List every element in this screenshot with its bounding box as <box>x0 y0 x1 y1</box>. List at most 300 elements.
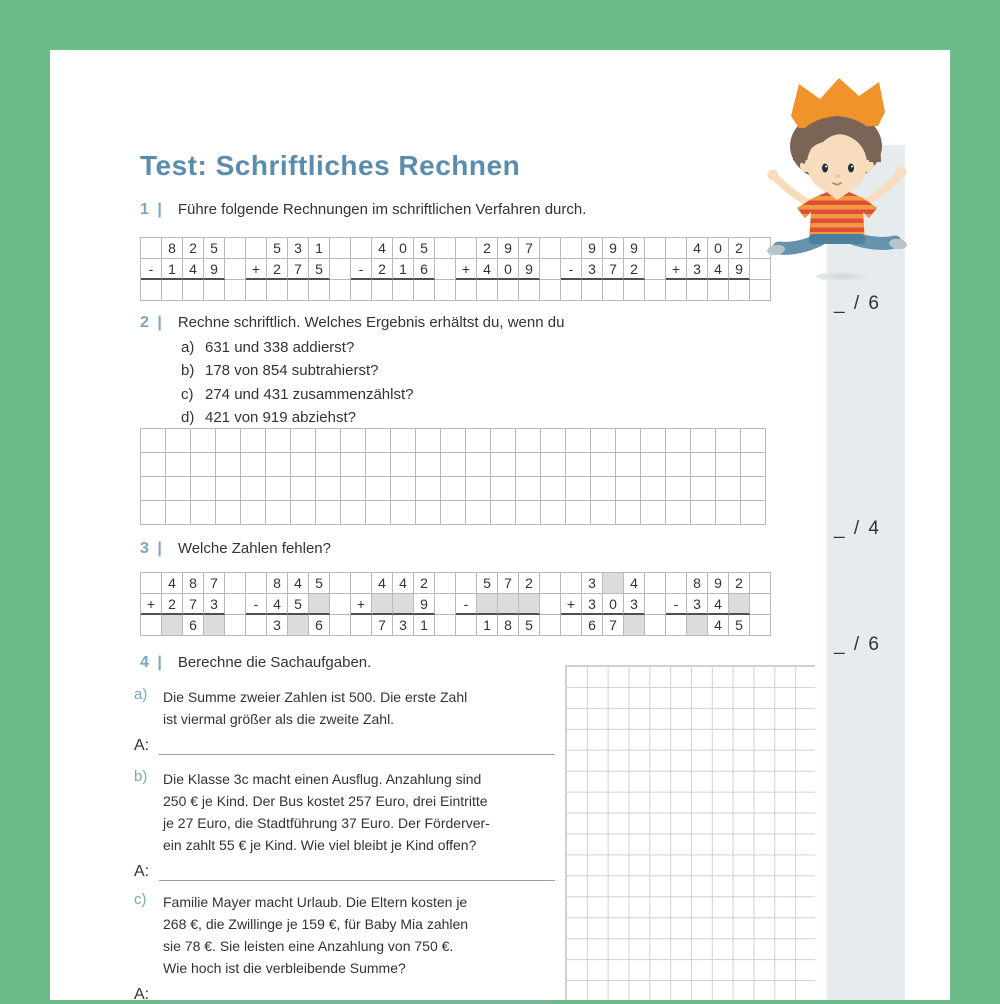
task2-item-b-marker: b) <box>181 362 195 379</box>
task4-problem-b-line2: 250 € je Kind. Der Bus kostet 257 Euro, drei Eintritte <box>163 793 488 809</box>
grid-cell: 5 <box>309 573 330 594</box>
grid-cell <box>561 238 582 259</box>
task3-score: _ / 6 <box>834 634 881 655</box>
grid-cell <box>591 453 616 477</box>
grid-cell <box>616 453 641 477</box>
task4-instruction: Berechne die Sachaufgaben. <box>177 654 372 671</box>
grid-cell <box>645 238 666 259</box>
task4-problem-a <box>134 686 555 755</box>
grid-cell <box>540 615 561 636</box>
grid-cell: 3 <box>624 594 645 615</box>
grid-cell <box>641 501 666 525</box>
grid-cell <box>716 429 741 453</box>
grid-cell <box>141 238 162 259</box>
grid-cell <box>645 615 666 636</box>
grid-cell <box>183 280 204 301</box>
grid-cell: - <box>666 594 687 615</box>
grid-cell <box>645 259 666 280</box>
grid-cell: 0 <box>393 238 414 259</box>
grid-cell <box>750 280 771 301</box>
grid-cell <box>204 280 225 301</box>
grid-cell: 4 <box>708 615 729 636</box>
grid-cell <box>416 501 441 525</box>
boy-shadow <box>816 272 868 281</box>
grid-cell <box>216 477 241 501</box>
grid-cell <box>266 477 291 501</box>
grid-cell <box>416 453 441 477</box>
grid-cell <box>540 238 561 259</box>
grid-cell <box>225 594 246 615</box>
task1-heading <box>140 201 586 219</box>
grid-cell <box>540 280 561 301</box>
grid-cell: 3 <box>582 594 603 615</box>
grid-cell <box>291 453 316 477</box>
grid-cell <box>246 280 267 301</box>
grid-cell <box>141 429 166 453</box>
task2-item-b <box>181 362 378 379</box>
task2-item-c <box>181 386 413 403</box>
grid-cell: 2 <box>162 594 183 615</box>
grid-cell: 8 <box>498 615 519 636</box>
grid-cell: + <box>141 594 162 615</box>
task4-problem-c-answer-line <box>159 987 555 1004</box>
task2-number: 2 | <box>140 314 164 331</box>
grid-cell: 9 <box>603 238 624 259</box>
task4-problem-c-line4: Wie hoch ist die verbleibende Summe? <box>163 960 406 976</box>
grid-cell: + <box>456 259 477 280</box>
grid-cell <box>162 280 183 301</box>
grid-cell <box>435 594 456 615</box>
grid-cell <box>246 573 267 594</box>
grid-cell <box>498 594 519 615</box>
grid-cell <box>141 573 162 594</box>
task4-problem-a-line1: Die Summe zweier Zahlen ist 500. Die erste Zahl <box>163 689 468 705</box>
grid-cell <box>330 573 351 594</box>
grid-cell <box>241 429 266 453</box>
grid-cell <box>204 615 225 636</box>
grid-cell <box>519 594 540 615</box>
grid-cell <box>624 615 645 636</box>
grid-cell <box>309 280 330 301</box>
grid-cell: 3 <box>393 615 414 636</box>
task2-item-a-marker: a) <box>181 339 195 356</box>
grid-cell <box>414 280 435 301</box>
grid-cell: 9 <box>204 259 225 280</box>
grid-cell <box>309 594 330 615</box>
task4-problem-a-answer-line <box>159 738 555 755</box>
grid-cell <box>391 477 416 501</box>
grid-cell <box>330 259 351 280</box>
grid-cell: 4 <box>372 238 393 259</box>
grid-cell: 0 <box>603 594 624 615</box>
grid-cell <box>566 429 591 453</box>
grid-cell <box>266 453 291 477</box>
task4-problem-c-line2: 268 €, die Zwillinge je 159 €, für Baby Mia zahlen <box>163 916 469 932</box>
grid-cell <box>366 501 391 525</box>
task3-calc-grid <box>140 572 771 636</box>
task2-item-b-text: 178 von 854 subtrahierst? <box>205 362 379 379</box>
grid-cell: 2 <box>519 573 540 594</box>
task4-problem-c-line1: Familie Mayer macht Urlaub. Die Eltern kosten je <box>163 894 468 910</box>
grid-cell <box>391 429 416 453</box>
grid-cell: 9 <box>414 594 435 615</box>
grid-cell <box>708 280 729 301</box>
grid-cell: 1 <box>162 259 183 280</box>
grid-cell <box>491 429 516 453</box>
grid-cell: - <box>141 259 162 280</box>
grid-cell: 4 <box>372 573 393 594</box>
grid-cell <box>666 573 687 594</box>
grid-cell <box>246 238 267 259</box>
task2-heading <box>140 314 564 332</box>
grid-cell <box>341 453 366 477</box>
worksheet-page <box>50 50 950 1003</box>
grid-cell: 4 <box>288 573 309 594</box>
grid-cell: 6 <box>309 615 330 636</box>
task1-number: 1 | <box>140 201 164 218</box>
grid-cell: 2 <box>267 259 288 280</box>
grid-cell: 3 <box>267 615 288 636</box>
grid-cell: 2 <box>729 573 750 594</box>
grid-cell <box>141 453 166 477</box>
grid-cell <box>616 501 641 525</box>
grid-cell <box>456 280 477 301</box>
task2-score: _ / 4 <box>834 518 881 539</box>
grid-cell: 4 <box>708 594 729 615</box>
grid-cell: 1 <box>414 615 435 636</box>
task4-squared-paper <box>565 665 815 1000</box>
grid-cell <box>393 594 414 615</box>
grid-cell: 2 <box>414 573 435 594</box>
grid-cell <box>241 477 266 501</box>
grid-cell: 8 <box>267 573 288 594</box>
grid-cell <box>435 238 456 259</box>
task4-problem-a-line2: ist viermal größer als die zweite Zahl. <box>163 711 395 727</box>
grid-cell <box>225 259 246 280</box>
grid-cell <box>351 280 372 301</box>
task1-instruction: Führe folgende Rechnungen im schriftlichen Verfahren durch. <box>177 201 587 218</box>
task4-problem-c-line3: sie 78 €. Sie leisten eine Anzahlung von 750 €. <box>163 938 454 954</box>
grid-cell <box>441 501 466 525</box>
task4-heading <box>140 654 371 672</box>
grid-cell <box>750 573 771 594</box>
task2-item-c-marker: c) <box>181 386 194 403</box>
task4-problem-b-answer-line <box>159 864 555 881</box>
grid-cell <box>241 501 266 525</box>
grid-cell: 2 <box>729 238 750 259</box>
grid-cell <box>366 453 391 477</box>
grid-cell: 6 <box>582 615 603 636</box>
grid-cell <box>166 501 191 525</box>
grid-cell: - <box>246 594 267 615</box>
grid-cell <box>441 453 466 477</box>
grid-cell <box>666 477 691 501</box>
grid-cell <box>441 477 466 501</box>
grid-cell <box>741 453 766 477</box>
grid-cell <box>351 238 372 259</box>
grid-cell <box>561 615 582 636</box>
grid-cell: 5 <box>414 238 435 259</box>
grid-cell: 1 <box>477 615 498 636</box>
grid-cell <box>330 280 351 301</box>
grid-cell <box>351 573 372 594</box>
grid-cell <box>541 501 566 525</box>
grid-cell <box>191 477 216 501</box>
task4-problem-b <box>134 768 555 881</box>
grid-cell <box>162 615 183 636</box>
grid-cell <box>351 615 372 636</box>
task4-problem-b-answer-label: A: <box>134 863 150 880</box>
grid-cell <box>687 615 708 636</box>
grid-cell: 3 <box>204 594 225 615</box>
grid-cell <box>566 453 591 477</box>
grid-cell <box>582 280 603 301</box>
grid-cell <box>141 615 162 636</box>
task1-score: _ / 6 <box>834 293 881 314</box>
task4-problem-b-line4: ein zahlt 55 € je Kind. Wie viel bleibt je Kind offen? <box>163 837 477 853</box>
grid-cell <box>316 477 341 501</box>
grid-cell: 5 <box>477 573 498 594</box>
grid-cell: 7 <box>204 573 225 594</box>
grid-cell <box>591 501 616 525</box>
grid-cell <box>466 477 491 501</box>
grid-cell: 1 <box>309 238 330 259</box>
grid-cell <box>716 453 741 477</box>
grid-cell <box>566 501 591 525</box>
grid-cell <box>341 477 366 501</box>
grid-cell: 1 <box>393 259 414 280</box>
grid-cell <box>591 429 616 453</box>
grid-cell <box>166 453 191 477</box>
task2-item-a-text: 631 und 338 addierst? <box>205 339 355 356</box>
grid-cell: 7 <box>372 615 393 636</box>
grid-cell <box>391 453 416 477</box>
grid-cell <box>288 615 309 636</box>
grid-cell <box>516 477 541 501</box>
grid-cell <box>750 259 771 280</box>
grid-cell <box>491 477 516 501</box>
grid-cell <box>225 615 246 636</box>
grid-cell <box>191 501 216 525</box>
grid-cell <box>541 477 566 501</box>
grid-cell <box>372 280 393 301</box>
grid-cell <box>591 477 616 501</box>
grid-cell: 5 <box>519 615 540 636</box>
grid-cell: 9 <box>729 259 750 280</box>
grid-cell <box>266 429 291 453</box>
grid-cell: 8 <box>183 573 204 594</box>
grid-cell <box>477 594 498 615</box>
boy-with-crown-illustration <box>763 72 911 257</box>
grid-cell: 4 <box>708 259 729 280</box>
grid-cell <box>729 594 750 615</box>
grid-cell <box>316 453 341 477</box>
grid-cell: 2 <box>183 238 204 259</box>
grid-cell <box>666 453 691 477</box>
grid-cell: 0 <box>708 238 729 259</box>
grid-cell <box>540 594 561 615</box>
grid-cell <box>741 501 766 525</box>
grid-cell <box>291 429 316 453</box>
grid-cell <box>691 429 716 453</box>
grid-cell: 4 <box>162 573 183 594</box>
grid-cell <box>330 615 351 636</box>
grid-cell <box>491 501 516 525</box>
grid-cell <box>466 501 491 525</box>
grid-cell <box>603 573 624 594</box>
grid-cell: 8 <box>687 573 708 594</box>
task4-problem-c-marker: c) <box>134 891 147 908</box>
grid-cell: 4 <box>393 573 414 594</box>
task2-item-d-text: 421 von 919 abziehst? <box>205 409 356 426</box>
grid-cell <box>741 429 766 453</box>
grid-cell <box>716 477 741 501</box>
grid-cell <box>687 280 708 301</box>
grid-cell: - <box>456 594 477 615</box>
grid-cell: 5 <box>729 615 750 636</box>
task2-item-d-marker: d) <box>181 409 195 426</box>
grid-cell <box>645 573 666 594</box>
grid-cell: 2 <box>624 259 645 280</box>
grid-cell <box>516 453 541 477</box>
grid-cell: 6 <box>183 615 204 636</box>
grid-cell: 5 <box>288 594 309 615</box>
grid-cell: - <box>561 259 582 280</box>
grid-cell: 7 <box>498 573 519 594</box>
grid-cell <box>225 573 246 594</box>
grid-cell <box>641 453 666 477</box>
grid-cell: 7 <box>519 238 540 259</box>
grid-cell <box>540 573 561 594</box>
grid-cell <box>716 501 741 525</box>
grid-cell <box>645 280 666 301</box>
grid-cell <box>666 429 691 453</box>
grid-cell: 9 <box>624 238 645 259</box>
grid-cell <box>216 453 241 477</box>
grid-cell <box>241 453 266 477</box>
grid-cell: 4 <box>624 573 645 594</box>
task2-item-a <box>181 339 354 356</box>
grid-cell <box>541 453 566 477</box>
task4-problem-a-marker: a) <box>134 686 148 703</box>
grid-cell: 7 <box>288 259 309 280</box>
grid-cell <box>393 280 414 301</box>
grid-cell <box>435 573 456 594</box>
grid-cell <box>141 477 166 501</box>
grid-cell <box>616 429 641 453</box>
grid-cell <box>166 429 191 453</box>
grid-cell <box>540 259 561 280</box>
grid-cell: 2 <box>477 238 498 259</box>
grid-cell <box>141 280 162 301</box>
grid-cell <box>516 429 541 453</box>
grid-cell <box>456 573 477 594</box>
grid-cell: + <box>561 594 582 615</box>
grid-cell <box>191 453 216 477</box>
grid-cell <box>641 477 666 501</box>
grid-cell <box>456 615 477 636</box>
grid-cell <box>541 429 566 453</box>
grid-cell <box>561 280 582 301</box>
grid-cell: 5 <box>309 259 330 280</box>
grid-cell: 6 <box>414 259 435 280</box>
grid-cell: 4 <box>267 594 288 615</box>
grid-cell <box>291 501 316 525</box>
grid-cell <box>491 453 516 477</box>
grid-cell: 3 <box>288 238 309 259</box>
grid-cell <box>691 453 716 477</box>
grid-cell <box>729 280 750 301</box>
grid-cell <box>288 280 309 301</box>
grid-cell <box>141 501 166 525</box>
grid-cell: 4 <box>477 259 498 280</box>
grid-cell <box>641 429 666 453</box>
grid-cell <box>435 259 456 280</box>
grid-cell <box>166 477 191 501</box>
grid-cell: 7 <box>603 259 624 280</box>
task2-item-d <box>181 409 356 426</box>
task4-problem-a-answer-label: A: <box>134 737 150 754</box>
grid-cell <box>225 238 246 259</box>
grid-cell: 3 <box>687 594 708 615</box>
grid-cell <box>561 573 582 594</box>
grid-cell: 3 <box>582 573 603 594</box>
grid-cell: 8 <box>162 238 183 259</box>
grid-cell <box>330 238 351 259</box>
grid-cell <box>191 429 216 453</box>
grid-cell: 9 <box>582 238 603 259</box>
grid-cell <box>566 477 591 501</box>
grid-cell <box>341 501 366 525</box>
grid-cell: - <box>351 259 372 280</box>
task3-number: 3 | <box>140 540 164 557</box>
grid-cell: 3 <box>687 259 708 280</box>
grid-cell <box>316 429 341 453</box>
grid-cell <box>435 280 456 301</box>
task4-problem-b-marker: b) <box>134 768 148 785</box>
grid-cell <box>372 594 393 615</box>
grid-cell <box>216 429 241 453</box>
grid-cell <box>519 280 540 301</box>
grid-cell: 9 <box>519 259 540 280</box>
grid-cell: 5 <box>267 238 288 259</box>
task4-problem-c-answer-label: A: <box>134 986 150 1003</box>
task2-item-c-text: 274 und 431 zusammenzählst? <box>205 386 414 403</box>
grid-cell <box>225 280 246 301</box>
grid-cell <box>366 429 391 453</box>
grid-cell <box>624 280 645 301</box>
task4-problem-c <box>134 891 555 1004</box>
grid-cell <box>366 477 391 501</box>
grid-cell <box>456 238 477 259</box>
grid-cell <box>416 477 441 501</box>
grid-cell: 9 <box>708 573 729 594</box>
grid-cell <box>691 477 716 501</box>
grid-cell <box>391 501 416 525</box>
grid-cell <box>316 501 341 525</box>
grid-cell <box>216 501 241 525</box>
grid-cell <box>466 453 491 477</box>
task4-problem-b-line1: Die Klasse 3c macht einen Ausflug. Anzahlung sind <box>163 771 482 787</box>
grid-cell: 7 <box>603 615 624 636</box>
grid-cell <box>666 280 687 301</box>
grid-cell: 2 <box>372 259 393 280</box>
grid-cell <box>246 615 267 636</box>
grid-cell: + <box>666 259 687 280</box>
task2-work-grid <box>140 428 766 525</box>
grid-cell: + <box>351 594 372 615</box>
grid-cell <box>341 429 366 453</box>
